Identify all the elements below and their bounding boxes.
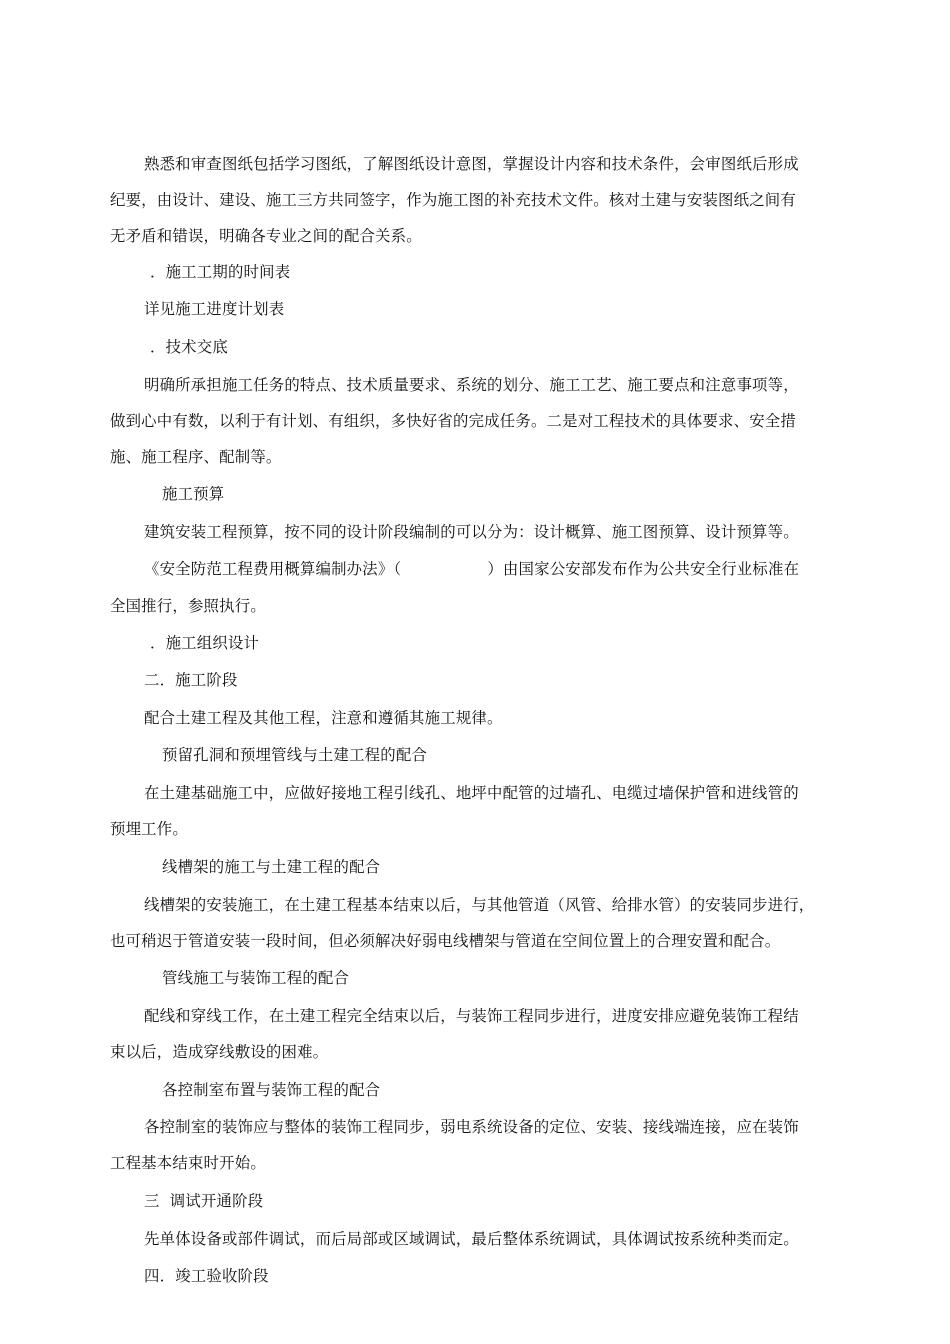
commissioning-text: 先单体设备或部件调试，而后局部或区域调试，最后整体系统调试，具体调试按系统种类而定。 [144, 1230, 799, 1248]
paragraph-review-line-2: 纪要，由设计、建设、施工三方共同签字，作为施工图的补充技术文件。核对土建与安装图纸之间有 [110, 191, 796, 209]
paragraph-review-line-3: 无矛盾和错误，明确各专业之间的配合关系。 [110, 227, 422, 245]
paragraph-pipe-line-1: 配线和穿线工作，在土建工程完全结束以后，与装饰工程同步进行，进度安排应避免装饰工程结 [144, 1007, 799, 1025]
heading-tech-briefing: ．技术交底 [150, 338, 228, 356]
schedule-text: 详见施工进度计划表 [144, 300, 285, 318]
heading-construction-stage: 二．施工阶段 [144, 671, 238, 689]
paragraph-tech-line-3: 施、施工程序、配制等。 [110, 448, 282, 466]
paragraph-pipe-line-2: 束以后，造成穿线敷设的困难。 [110, 1043, 329, 1061]
paragraph-rule-line-1 [144, 551, 799, 587]
heading-commissioning: 三 调试开通阶段 [144, 1192, 264, 1210]
paragraph-tech-line-2: 做到心中有数，以利于有计划、有组织，多快好省的完成任务。二是对工程技术的具体要求、安全措 [110, 412, 796, 430]
paragraph-tech-line-1: 明确所承担施工任务的特点、技术质量要求、系统的划分、施工工艺、施工要点和注意事项等， [144, 376, 799, 394]
construction-stage-text: 配合土建工程及其他工程，注意和遵循其施工规律。 [144, 709, 503, 727]
heading-acceptance: 四．竣工验收阶段 [144, 1267, 269, 1285]
paragraph-prereserved-line-1: 在土建基础施工中，应做好接地工程引线孔、地坪中配管的过墙孔、电缆过墙保护管和进线管的 [144, 784, 799, 802]
heading-control-room: 各控制室布置与装饰工程的配合 [162, 1081, 381, 1099]
paragraph-review-line-1: 熟悉和审查图纸包括学习图纸，了解图纸设计意图，掌握设计内容和技术条件，会审图纸后形成 [144, 155, 799, 173]
budget-text: 建筑安装工程预算，按不同的设计阶段编制的可以分为：设计概算、施工图预算、设计预算等。 [144, 523, 799, 541]
paragraph-room-line-2: 工程基本结束时开始。 [110, 1154, 266, 1172]
heading-pipe-decoration: 管线施工与装饰工程的配合 [162, 969, 350, 987]
paragraph-tray-line-2: 也可稍迟于管道安装一段时间，但必须解决好弱电线槽架与管道在空间位置上的合理安置和配合。 [110, 932, 781, 950]
paragraph-tray-line-1: 线槽架的安装施工，在土建工程基本结束以后，与其他管道（风管、给排水管）的安装同步进行， [144, 896, 815, 914]
heading-budget: 施工预算 [162, 485, 225, 503]
paragraph-room-line-1: 各控制室的装饰应与整体的装饰工程同步，弱电系统设备的定位、安装、接线端连接，应在装饰 [144, 1118, 799, 1136]
rule-issuer: ）由国家公安部发布作为公共安全行业标准在 [487, 560, 800, 578]
paragraph-prereserved-line-2: 预埋工作。 [110, 820, 188, 838]
paragraph-rule-line-2: 全国推行，参照执行。 [110, 597, 266, 615]
heading-prereserved-holes: 预留孔洞和预埋管线与土建工程的配合 [162, 746, 428, 764]
heading-schedule: ．施工工期的时间表 [150, 263, 291, 281]
heading-cable-tray: 线槽架的施工与土建工程的配合 [162, 858, 381, 876]
rule-title: 《安全防范工程费用概算编制办法》（ [144, 560, 402, 578]
heading-org-design: ．施工组织设计 [150, 634, 260, 652]
